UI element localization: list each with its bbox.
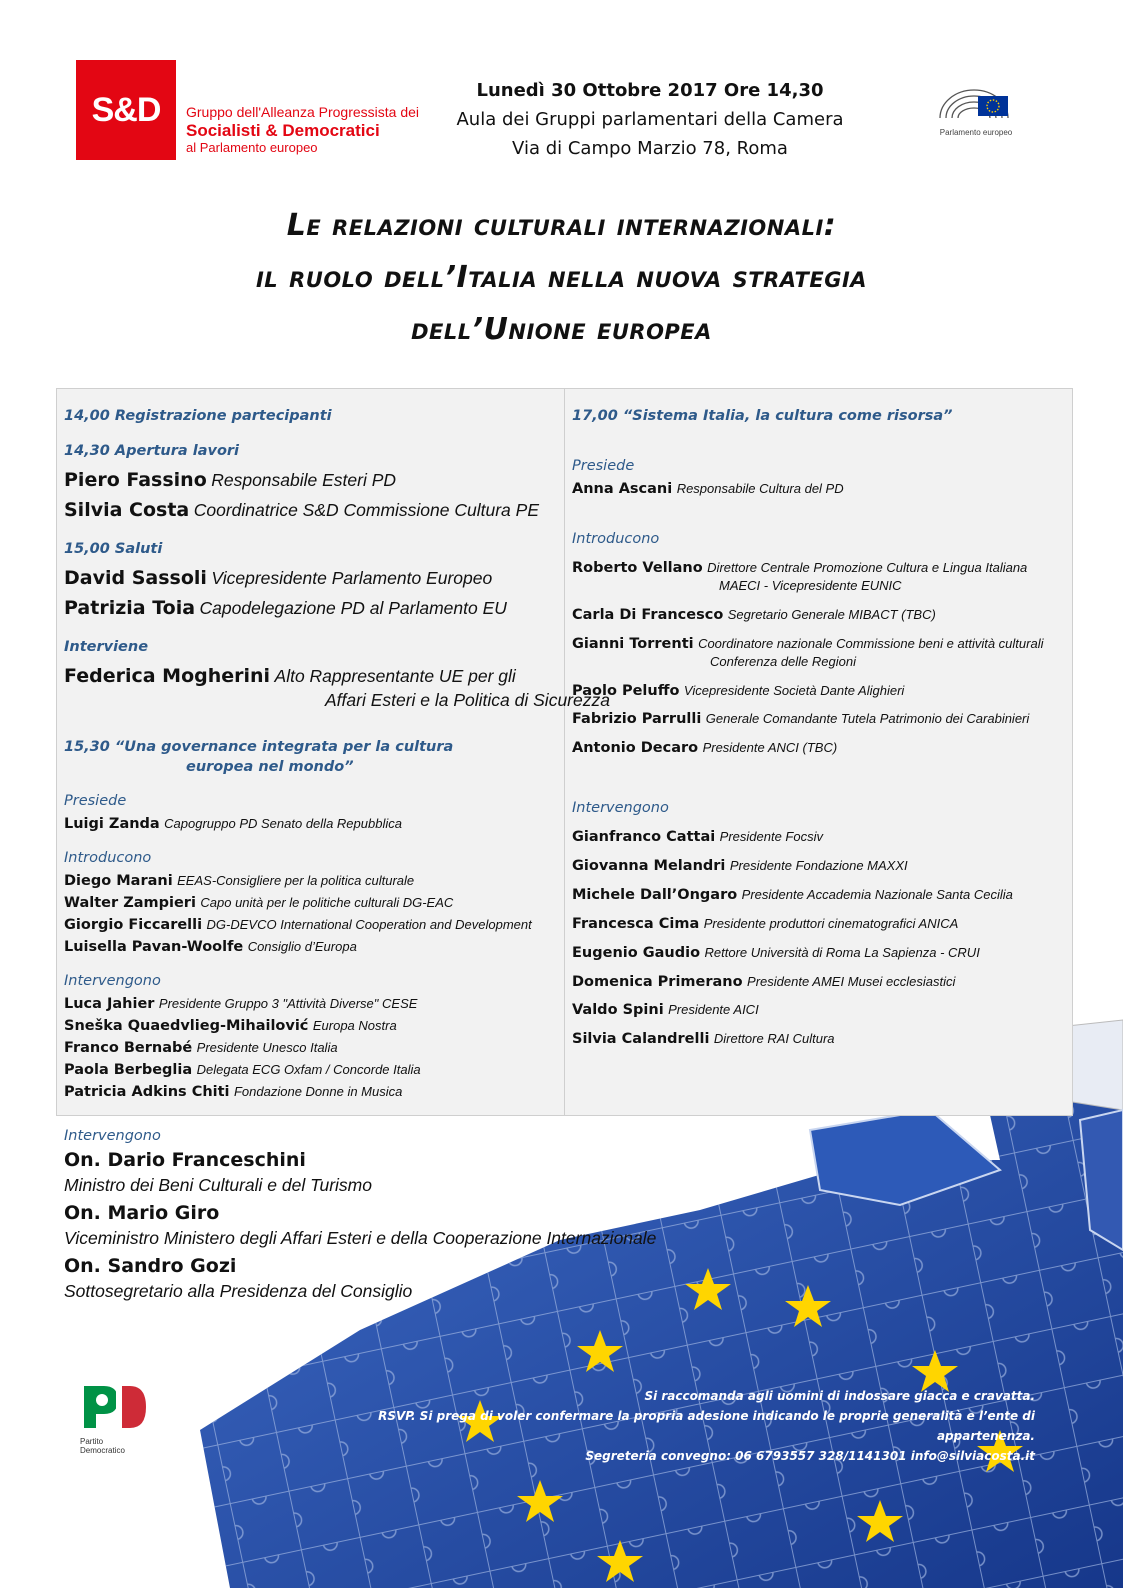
speaker-name: Paolo Peluffo — [572, 683, 680, 699]
speaker-role-continued: MAECI - Vicepresidente EUNIC — [719, 578, 902, 593]
speaker-row — [572, 604, 936, 626]
speaker-row — [572, 1028, 835, 1050]
partito-democratico-logo — [80, 1384, 150, 1455]
event-venue: Aula dei Gruppi parlamentari della Camera — [456, 109, 844, 130]
title-line3: dell’Unione europea — [411, 312, 712, 347]
speaker-row — [572, 557, 1027, 579]
speaker-role-continued: Conferenza delle Regioni — [710, 654, 856, 669]
speaker-name: Patricia Adkins Chiti — [64, 1084, 230, 1100]
speaker-role: Presidente Focsiv — [719, 829, 823, 844]
speaker-role: DG-DEVCO International Cooperation and Development — [206, 917, 532, 932]
speaker-row — [64, 469, 396, 493]
speaker-role: EEAS-Consigliere per la politica culturale — [177, 873, 415, 888]
parliament-hemicycle-icon — [934, 84, 1018, 124]
honourable-role: Ministro dei Beni Culturali e del Turismo — [64, 1175, 372, 1195]
speaker-name: Domenica Primerano — [572, 974, 743, 990]
rsvp-text: RSVP. Si prega di voler confermare la propria adesione indicando le proprie generalità e l’ente di appartenenza. — [378, 1409, 1035, 1443]
european-parliament-logo — [934, 84, 1018, 140]
speaker-row — [572, 737, 837, 759]
speaker-row — [64, 597, 507, 621]
speaker-role: Rettore Università di Roma La Sapienza - CRUI — [704, 945, 980, 960]
speaker-row — [572, 855, 908, 877]
session-sistema-italia: 17,00 “Sistema Italia, la cultura come risorsa” — [572, 408, 953, 424]
rsvp-notice — [300, 1386, 1035, 1466]
speaker-row — [572, 999, 759, 1021]
speaker-name: Luigi Zanda — [64, 816, 160, 832]
event-info — [430, 76, 870, 163]
speaker-name: Silvia Costa — [64, 499, 190, 521]
speaker-role: Presidente Gruppo 3 "Attività Diverse" CESE — [158, 996, 418, 1011]
speaker-name: Giorgio Ficcarelli — [64, 917, 203, 933]
sd-logo-line3: al Parlamento europeo — [186, 140, 318, 155]
speaker-role: Capo unità per le politiche culturali DG-EAC — [200, 895, 454, 910]
event-address: Via di Campo Marzio 78, Roma — [512, 138, 788, 159]
session-registration: 14,00 Registrazione partecipanti — [64, 408, 332, 424]
session-opening: 14,30 Apertura lavori — [64, 443, 240, 459]
speaker-role: Fondazione Donne in Musica — [233, 1084, 403, 1099]
speaker-name: Eugenio Gaudio — [572, 945, 701, 961]
speaker-name: Luca Jahier — [64, 996, 155, 1012]
speaker-name: Valdo Spini — [572, 1002, 664, 1018]
speaker-name: David Sassoli — [64, 567, 207, 589]
role-heading: Presiede — [64, 793, 127, 809]
speaker-row — [572, 913, 958, 935]
role-heading: Intervengono — [64, 973, 161, 989]
speaker-role: Responsabile Cultura del PD — [676, 481, 844, 496]
speaker-row — [572, 884, 1013, 906]
program-divider — [564, 388, 565, 1116]
speaker-name: Roberto Vellano — [572, 560, 703, 576]
speaker-role: Europa Nostra — [312, 1018, 397, 1033]
speaker-role: Vicepresidente Parlamento Europeo — [211, 568, 493, 588]
speaker-row — [572, 942, 980, 964]
speaker-name: Giovanna Melandri — [572, 858, 726, 874]
speaker-row — [572, 478, 844, 500]
sd-logo-line2: Socialisti & Democratici — [186, 121, 380, 140]
speaker-name: Patrizia Toia — [64, 597, 196, 619]
role-heading: Presiede — [572, 458, 635, 474]
session-greetings: 15,00 Saluti — [64, 541, 163, 557]
speaker-role: Vicepresidente Società Dante Alighieri — [683, 683, 905, 698]
speaker-role-continued: Affari Esteri e la Politica di Sicurezza — [325, 690, 610, 710]
speaker-role: Presidente AMEI Musei ecclesiastici — [747, 974, 956, 989]
speaker-name: Luisella Pavan-Woolfe — [64, 939, 244, 955]
speaker-role: Coordinatrice S&D Commissione Cultura PE — [193, 500, 539, 520]
speaker-name: Antonio Decaro — [572, 740, 699, 756]
speaker-name: Carla Di Francesco — [572, 607, 724, 623]
honourable-role: Viceministro Ministero degli Affari Esteri e della Cooperazione Internazionale — [64, 1228, 657, 1248]
pd-logo-text: Partito Democratico — [80, 1437, 125, 1455]
speaker-role: Capogruppo PD Senato della Repubblica — [164, 816, 402, 831]
speaker-role: Presidente AICI — [668, 1002, 759, 1017]
speaker-row — [64, 892, 453, 914]
speaker-row — [572, 971, 955, 993]
dress-code-text: Si raccomanda agli uomini di indossare giacca e cravatta. — [644, 1389, 1035, 1403]
secretariat-contacts: Segreteria convegno: 06 6793557 328/1141301 info@silviacosta.it — [585, 1449, 1035, 1463]
honourable-name: On. Dario Franceschini — [64, 1149, 306, 1171]
speaker-name: Sneška Quaedvlieg-Mihailović — [64, 1018, 309, 1034]
speaker-name: Gianfranco Cattai — [572, 829, 716, 845]
speaker-name: Walter Zampieri — [64, 895, 196, 911]
speaker-row — [64, 914, 532, 936]
speaker-row — [64, 813, 402, 835]
sd-logo-text — [186, 104, 426, 156]
speaker-name: Franco Bernabé — [64, 1040, 193, 1056]
speaker-name: Francesca Cima — [572, 916, 700, 932]
speaker-row — [64, 1037, 338, 1059]
sd-group-logo — [76, 60, 422, 164]
speaker-role: Presidente Fondazione MAXXI — [729, 858, 908, 873]
speaker-role: Consiglio d’Europa — [247, 939, 357, 954]
speaker-row — [572, 708, 1029, 730]
speaker-row — [64, 567, 492, 591]
sd-logo-line1: Gruppo dell'Alleanza Progressista dei — [186, 104, 420, 120]
role-heading: Intervengono — [572, 800, 669, 816]
title-line1: Le relazioni culturali internazionali: — [286, 208, 837, 243]
title-line2: il ruolo dell’Italia nella nuova strategia — [255, 260, 868, 295]
speaker-role: Presidente Unesco Italia — [196, 1040, 338, 1055]
speaker-row — [64, 993, 417, 1015]
speaker-role: Presidente produttori cinematografici ANICA — [703, 916, 959, 931]
speaker-role: Direttore RAI Cultura — [713, 1031, 835, 1046]
speaker-role: Alto Rappresentante UE per gli — [274, 666, 516, 686]
role-heading: Introducono — [572, 531, 660, 547]
session-governance: 15,30 “Una governance integrata per la cultura — [64, 739, 454, 755]
role-heading: Introducono — [64, 850, 152, 866]
honourable-role: Sottosegretario alla Presidenza del Consiglio — [64, 1281, 413, 1301]
speaker-role: Direttore Centrale Promozione Cultura e Lingua Italiana — [707, 560, 1028, 575]
speaker-role: Responsabile Esteri PD — [211, 470, 397, 490]
session-governance-continued: europea nel mondo” — [186, 759, 354, 775]
honourable-name: On. Sandro Gozi — [64, 1255, 237, 1277]
speaker-role: Capodelegazione PD al Parlamento EU — [199, 598, 507, 618]
speaker-row — [64, 1015, 397, 1037]
speaker-name: Michele Dall’Ongaro — [572, 887, 738, 903]
speaker-row — [64, 936, 357, 958]
pd-logo-mark — [80, 1384, 150, 1430]
speaker-role: Generale Comandante Tutela Patrimonio dei Carabinieri — [705, 711, 1030, 726]
speaker-row — [572, 680, 904, 702]
event-date: Lunedì 30 Ottobre 2017 Ore 14,30 — [476, 80, 824, 101]
speaker-name: Piero Fassino — [64, 469, 207, 491]
speaker-role: Segretario Generale MIBACT (TBC) — [727, 607, 936, 622]
speaker-row — [64, 499, 539, 523]
speaker-role: Presidente ANCI (TBC) — [702, 740, 838, 755]
speaker-role: Delegata ECG Oxfam / Concorde Italia — [196, 1062, 421, 1077]
speaker-role: Presidente Accademia Nazionale Santa Cecilia — [741, 887, 1013, 902]
role-heading: Intervengono — [64, 1128, 161, 1144]
speaker-row — [572, 826, 823, 848]
honourable-name: On. Mario Giro — [64, 1202, 220, 1224]
ep-logo-text: Parlamento europeo — [939, 128, 1013, 137]
speaker-name: Silvia Calandrelli — [572, 1031, 710, 1047]
speaker-row — [572, 633, 1043, 655]
speaker-row — [64, 870, 414, 892]
speaker-row — [64, 665, 516, 689]
speaker-name: Diego Marani — [64, 873, 173, 889]
speaker-row — [64, 1081, 402, 1103]
sd-logo-mark: S&D — [76, 60, 176, 160]
speaker-row — [64, 1059, 421, 1081]
event-title — [60, 200, 1063, 356]
speaker-name: Gianni Torrenti — [572, 636, 694, 652]
speaker-name: Anna Ascani — [572, 481, 673, 497]
speaker-name: Paola Berbeglia — [64, 1062, 193, 1078]
speaker-name: Fabrizio Parrulli — [572, 711, 702, 727]
speaker-name: Federica Mogherini — [64, 665, 271, 687]
role-heading: Interviene — [64, 639, 149, 655]
speaker-role: Coordinatore nazionale Commissione beni e attività culturali — [698, 636, 1044, 651]
